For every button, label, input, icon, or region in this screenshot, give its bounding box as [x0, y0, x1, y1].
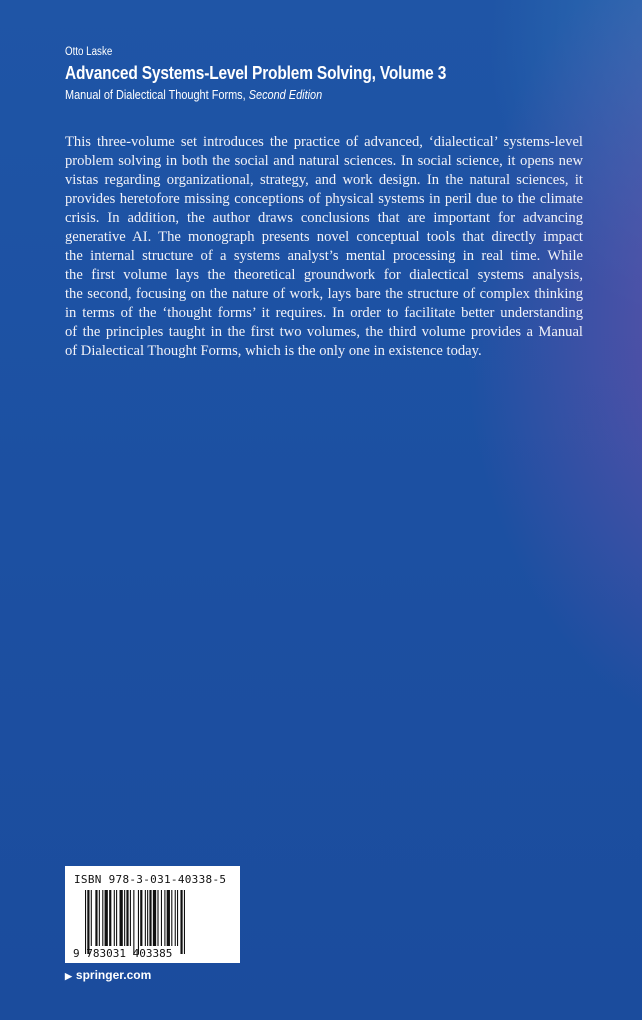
barcode-bar	[153, 890, 156, 946]
book-subtitle	[65, 87, 322, 102]
blurb-line: crisis. In addition, the author draws conclusions that are important for advancing	[65, 210, 583, 226]
barcode-bar	[147, 890, 148, 946]
barcode-bar	[124, 890, 125, 946]
barcode-bar	[126, 890, 128, 946]
barcode-digits: 9 783031 403385	[73, 947, 173, 960]
blurb-line: This three-volume set introduces the practice of advanced, ‘dialectical’ systems-level	[65, 134, 583, 150]
blurb-line: generative AI. The monograph presents novel conceptual tools that directly impact	[65, 229, 583, 245]
barcode-bar	[149, 890, 151, 946]
barcode-bar	[116, 890, 117, 946]
barcode-bar	[140, 890, 142, 946]
barcode-bar	[133, 890, 134, 954]
blurb-line: problem solving in both the social and natural sciences. In social science, it opens new	[65, 153, 583, 169]
blurb-line: of Dialectical Thought Forms, which is the only one in existence today.	[65, 343, 482, 359]
blurb-text	[65, 133, 583, 361]
triangle-right-icon: ▶	[65, 971, 72, 981]
blurb-line: the first volume lays the theoretical groundwork for dialectical systems analysis,	[65, 267, 583, 283]
barcode-bar	[161, 890, 162, 946]
barcode-bar	[85, 890, 86, 954]
blurb-line: in terms of the ‘thought forms’ it requires. In order to facilitate better understanding	[65, 305, 583, 321]
barcode-bar	[91, 890, 92, 946]
barcode-bar	[164, 890, 165, 946]
barcode-bars	[85, 890, 223, 954]
blurb-line: vistas regarding organizational, strategy, and work design. In the natural sciences, it	[65, 172, 583, 188]
barcode-bar	[120, 890, 123, 946]
publisher-link-text: springer.com	[75, 968, 152, 982]
barcode-bar	[180, 890, 182, 954]
barcode-bar	[157, 890, 158, 946]
blurb-line: the internal structure of a systems analyst’s mental processing in real time. While	[65, 248, 583, 264]
barcode-bar	[145, 890, 146, 946]
isbn-label: ISBN 978-3-031-40338-5	[74, 873, 227, 886]
blurb-line: the second, focusing on the nature of work, lays bare the structure of complex thinking	[65, 286, 583, 302]
barcode-bar	[177, 890, 178, 946]
barcode-bar	[95, 890, 97, 946]
barcode-bar	[184, 890, 185, 954]
author-name: Otto Laske	[65, 46, 113, 58]
blurb-line: of the principles taught in the first two volumes, the third volume provides a Manual	[65, 324, 583, 340]
barcode-bar	[175, 890, 176, 946]
isbn-barcode	[65, 866, 240, 963]
book-title: Advanced Systems-Level Problem Solving, Volume 3	[65, 63, 447, 83]
barcode-bar	[102, 890, 103, 946]
barcode-bar	[99, 890, 100, 946]
barcode-bar	[105, 890, 108, 946]
publisher-link[interactable]	[65, 968, 151, 982]
blurb-line: provides heretofore missing conceptions of physical systems in peril due to the climate	[65, 191, 583, 207]
subtitle-text: Manual of Dialectical Thought Forms,	[65, 87, 246, 102]
barcode-bar	[114, 890, 115, 946]
barcode-bar	[87, 890, 89, 954]
barcode-bar	[171, 890, 172, 946]
barcode-bar	[130, 890, 131, 946]
edition-text: Second Edition	[248, 87, 323, 102]
barcode-bar	[167, 890, 170, 946]
barcode-bar	[138, 890, 139, 954]
barcode-bar	[109, 890, 111, 946]
